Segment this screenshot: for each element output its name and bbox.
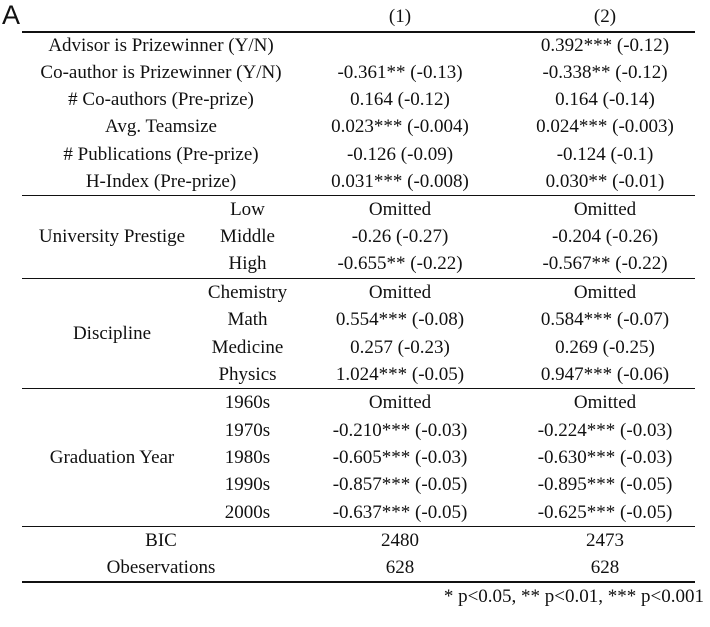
- row-value-model-2: Omitted: [573, 392, 637, 413]
- row-value-model-2: -0.630*** (-0.03): [537, 447, 673, 468]
- level-label: 1970s: [224, 420, 271, 441]
- row-label-coauthor-prizewinner: Co-author is Prizewinner (Y/N): [40, 62, 282, 83]
- row-value-model-2: 0.392*** (-0.12): [540, 35, 670, 56]
- stat-label-observations: Obeservations: [106, 557, 216, 578]
- row-value-model-1: 1.024*** (-0.05): [335, 364, 465, 385]
- row-value-model-1: -0.637*** (-0.05): [332, 502, 468, 523]
- row-label-publications: # Publications (Pre-prize): [63, 144, 259, 165]
- row-value-model-2: -0.567** (-0.22): [542, 253, 668, 274]
- stat-value-model-1: 2480: [381, 530, 419, 551]
- row-value-model-1: 0.554*** (-0.08): [335, 309, 465, 330]
- level-label: High: [228, 253, 267, 274]
- level-label: 1990s: [224, 474, 271, 495]
- row-value-model-1: 0.031*** (-0.008): [331, 171, 469, 192]
- stat-label-bic: BIC: [145, 530, 177, 551]
- group-label-discipline: Discipline: [72, 323, 152, 344]
- stat-value-model-2: 2473: [586, 530, 624, 551]
- stat-value-model-1: 628: [385, 557, 415, 578]
- row-value-model-1: -0.361** (-0.13): [337, 62, 463, 83]
- row-label-advisor-prizewinner: Advisor is Prizewinner (Y/N): [48, 35, 274, 56]
- row-value-model-2: 0.947*** (-0.06): [540, 364, 670, 385]
- row-value-model-2: -0.224*** (-0.03): [537, 420, 673, 441]
- column-header-model-2: (2): [593, 6, 617, 27]
- panel-letter: A: [2, 0, 21, 30]
- level-label: Medicine: [211, 337, 284, 358]
- row-value-model-2: 0.584*** (-0.07): [540, 309, 670, 330]
- row-value-model-1: 0.023*** (-0.004): [331, 116, 469, 137]
- row-label-coauthors: # Co-authors (Pre-prize): [68, 89, 254, 110]
- level-label: 2000s: [224, 502, 271, 523]
- level-label: 1960s: [224, 392, 271, 413]
- row-value-model-2: 0.024*** (-0.003): [536, 116, 674, 137]
- significance-footnote: * p<0.05, ** p<0.01, *** p<0.001: [443, 586, 704, 607]
- row-value-model-1: -0.126 (-0.09): [346, 144, 454, 165]
- row-value-model-2: Omitted: [573, 282, 637, 303]
- row-value-model-1: -0.210*** (-0.03): [332, 420, 468, 441]
- row-value-model-2: 0.030** (-0.01): [545, 171, 665, 192]
- stat-value-model-2: 628: [590, 557, 620, 578]
- row-label-h-index: H-Index (Pre-prize): [85, 171, 237, 192]
- level-label: Low: [230, 199, 265, 220]
- level-label: Chemistry: [207, 282, 288, 303]
- row-value-model-2: -0.338** (-0.12): [542, 62, 668, 83]
- level-label: Physics: [218, 364, 277, 385]
- group-label-university-prestige: University Prestige: [38, 226, 186, 247]
- row-value-model-1: Omitted: [368, 392, 432, 413]
- row-value-model-2: Omitted: [573, 199, 637, 220]
- row-value-model-1: -0.857*** (-0.05): [332, 474, 468, 495]
- row-value-model-1: Omitted: [368, 282, 432, 303]
- row-value-model-2: 0.269 (-0.25): [555, 337, 655, 358]
- row-value-model-1: 0.164 (-0.12): [350, 89, 450, 110]
- group-label-graduation-year: Graduation Year: [49, 447, 175, 468]
- row-value-model-1: Omitted: [368, 199, 432, 220]
- row-label-teamsize: Avg. Teamsize: [105, 116, 217, 137]
- row-value-model-1: -0.26 (-0.27): [351, 226, 449, 247]
- row-value-model-2: -0.124 (-0.1): [556, 144, 654, 165]
- row-value-model-1: 0.257 (-0.23): [350, 337, 450, 358]
- row-value-model-2: -0.895*** (-0.05): [537, 474, 673, 495]
- row-value-model-2: 0.164 (-0.14): [555, 89, 655, 110]
- row-value-model-1: -0.655** (-0.22): [337, 253, 463, 274]
- level-label: 1980s: [224, 447, 271, 468]
- row-value-model-2: -0.204 (-0.26): [551, 226, 659, 247]
- column-header-model-1: (1): [388, 6, 412, 27]
- level-label: Middle: [220, 226, 275, 247]
- row-value-model-2: -0.625*** (-0.05): [537, 502, 673, 523]
- level-label: Math: [227, 309, 268, 330]
- row-value-model-1: -0.605*** (-0.03): [332, 447, 468, 468]
